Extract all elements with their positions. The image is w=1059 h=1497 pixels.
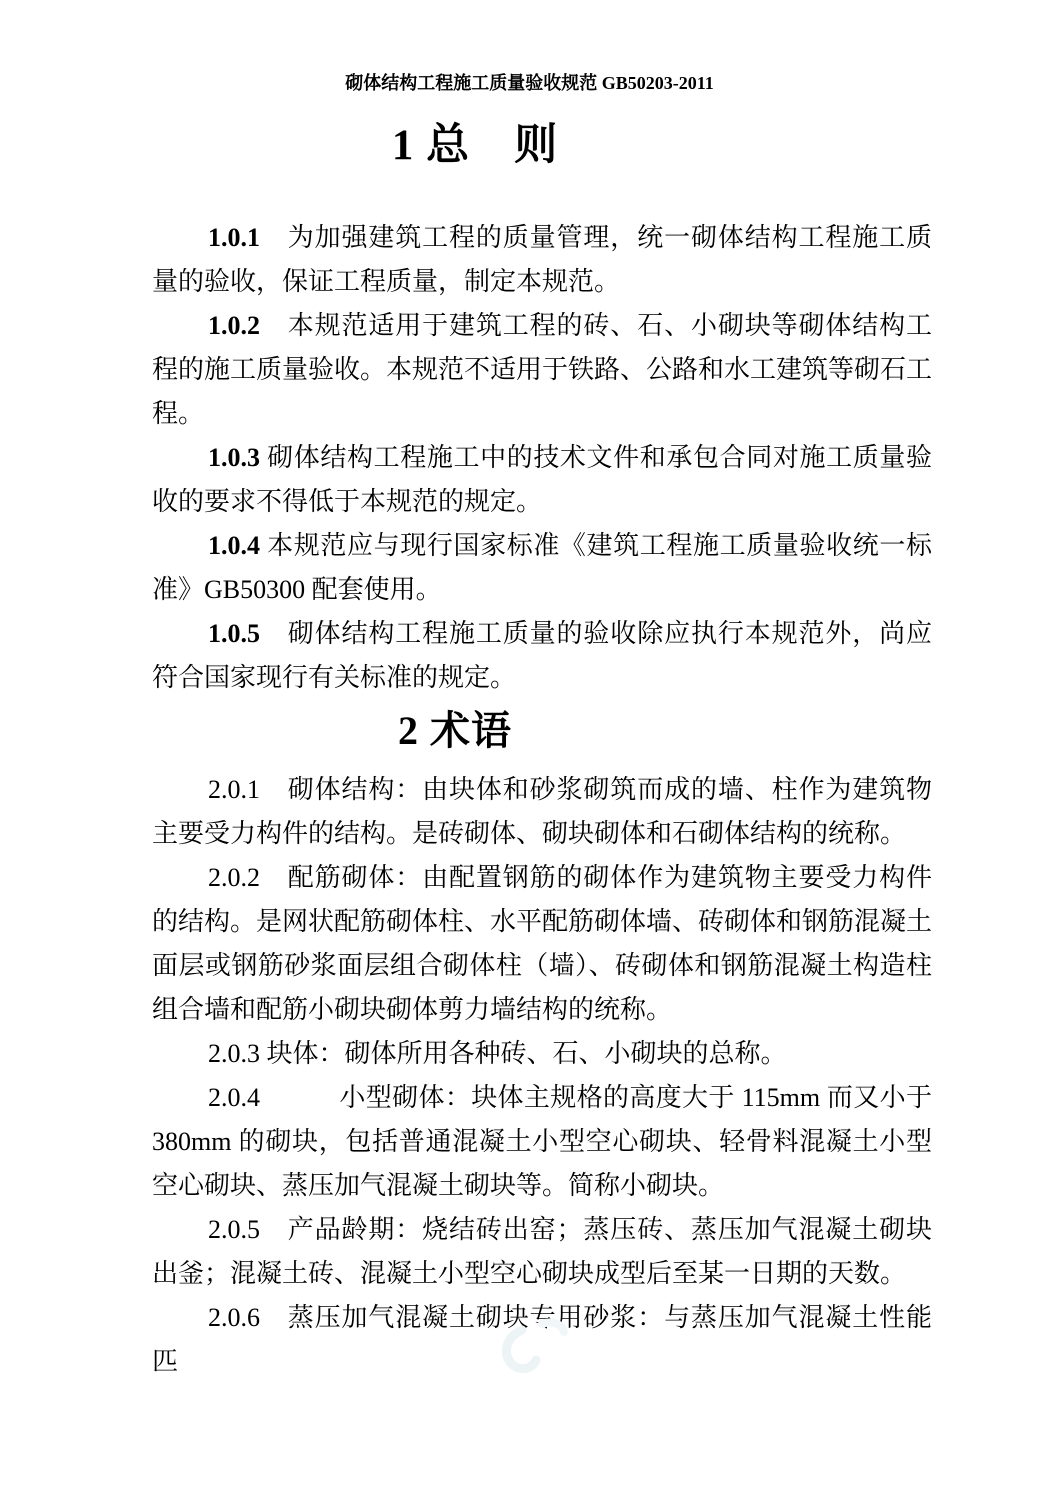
clause-1.0.4	[152, 524, 932, 612]
clause-text: 砌体结构工程施工中的技术文件和承包合同对施工质量验收的要求不得低于本规范的规定。	[152, 443, 932, 516]
clause-2.0.6	[152, 1296, 932, 1384]
clause-text: 本规范应与现行国家标准《建筑工程施工质量验收统一标准》GB50300 配套使用。	[152, 531, 932, 604]
clause-number: 1.0.1	[208, 223, 260, 252]
clause-number: 2.0.4	[208, 1083, 260, 1112]
clause-2.0.1	[152, 768, 932, 856]
clause-1.0.2	[152, 304, 932, 436]
clause-number: 2.0.2	[208, 863, 260, 892]
clause-1.0.3	[152, 436, 932, 524]
document-header-title: 砌体结构工程施工质量验收规范 GB50203-2011	[345, 73, 714, 93]
clause-text: 配筋砌体：由配置钢筋的砌体作为建筑物主要受力构件的结构。是网状配筋砌体柱、水平配筋砌体墙、砖砌体和钢筋混凝土面层或钢筋砂浆面层组合砌体柱（墙）、砖砌体和钢筋混凝土构造柱组合墙和配筋小砌块砌体剪力墙结构的统称。	[152, 863, 933, 1024]
section-title-2: 2 术语	[398, 708, 512, 753]
clause-number: 2.0.6	[208, 1303, 260, 1332]
clause-2.0.3	[152, 1032, 932, 1076]
clause-number: 2.0.5	[208, 1215, 260, 1244]
document-body	[152, 120, 932, 1384]
clause-2.0.4	[152, 1076, 932, 1208]
clause-text: 产品龄期：烧结砖出窑；蒸压砖、蒸压加气混凝土砌块出釜；混凝土砖、混凝土小型空心砌块成型后至某一日期的天数。	[152, 1215, 932, 1288]
clause-number: 1.0.4	[208, 531, 260, 560]
clause-text: 砌体结构：由块体和砂浆砌筑而成的墙、柱作为建筑物主要受力构件的结构。是砖砌体、砌块砌体和石砌体结构的统称。	[152, 775, 932, 848]
clause-number: 1.0.3	[208, 443, 260, 472]
clause-number: 2.0.3	[208, 1039, 260, 1068]
clause-number: 1.0.5	[208, 619, 260, 648]
clause-1.0.1	[152, 216, 932, 304]
clause-text: 砌体结构工程施工质量的验收除应执行本规范外，尚应符合国家现行有关标准的规定。	[152, 619, 932, 692]
clause-text: 本规范适用于建筑工程的砖、石、小砌块等砌体结构工程的施工质量验收。本规范不适用于铁路、公路和水工建筑等砌石工程。	[152, 311, 933, 428]
clause-1.0.5	[152, 612, 932, 700]
clause-number: 1.0.2	[208, 311, 260, 340]
clause-text: 蒸压加气混凝土砌块专用砂浆：与蒸压加气混凝土性能匹	[152, 1303, 932, 1376]
section-title-1: 1 总 则	[391, 122, 559, 169]
clause-number: 2.0.1	[208, 775, 260, 804]
clause-text: 为加强建筑工程的质量管理，统一砌体结构工程施工质量的验收，保证工程质量，制定本规范。	[152, 223, 932, 296]
clause-text: 小型砌体：块体主规格的高度大于 115mm 而又小于 380mm 的砌块，包括普通混凝土小型空心砌块、轻骨料混凝土小型空心砌块、蒸压加气混凝土砌块等。简称小砌块。	[152, 1083, 932, 1200]
clause-2.0.2	[152, 856, 932, 1032]
clause-text: 块体：砌体所用各种砖、石、小砌块的总称。	[260, 1039, 787, 1068]
clause-2.0.5	[152, 1208, 932, 1296]
